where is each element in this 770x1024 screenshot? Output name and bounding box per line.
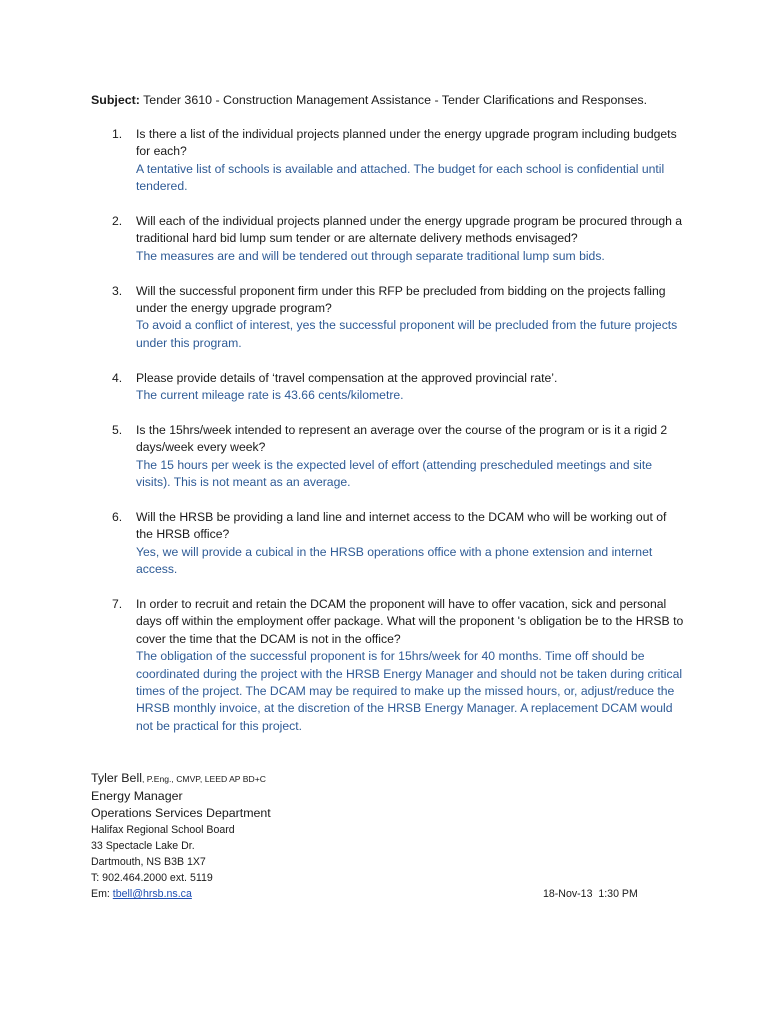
clarification-item xyxy=(0,596,686,735)
date-stamp: 18-Nov-13 1:30 PM xyxy=(543,888,638,900)
signature-name-line xyxy=(91,770,651,788)
signer-name: Tyler Bell xyxy=(91,771,142,785)
email-label: Em: xyxy=(91,888,113,900)
clarification-item xyxy=(0,126,686,196)
question-text: Will each of the individual projects planned under the energy upgrade program be procured through a traditional hard bid lump sum tender or are alternate delivery methods envisaged? xyxy=(136,214,683,246)
address-line-2: Dartmouth, NS B3B 1X7 xyxy=(91,856,206,868)
item-number: 1. xyxy=(112,127,123,141)
answer-text: To avoid a conflict of interest, yes the successful proponent will be precluded from the future projects under this program. xyxy=(136,318,678,350)
item-number: 2. xyxy=(112,214,123,229)
question-text: In order to recruit and retain the DCAM the proponent will have to offer vacation, sick and personal days off within the employment offer package. What will the proponent 's obligation be to the HRSB to cover the time that the DCAM is not in the office? xyxy=(136,596,684,646)
signer-credentials: , P.Eng., CMVP, LEED AP BD+C xyxy=(141,774,266,784)
signer-organization: Halifax Regional School Board xyxy=(91,824,235,836)
answer-text: The obligation of the successful proponent is for 15hrs/week for 40 months. Time off should be coordinated during the project with the HRSB Energy Manager and should not be taken during critical times of the project. The DCAM may be required to make up the missed hours, or, adjust/reduce the HRSB monthly invoice, at the discretion of the HRSB Energy Manager. A replacement DCAM would not be practical for this project. xyxy=(136,649,683,733)
clarification-item xyxy=(0,213,686,265)
clarification-item xyxy=(0,509,686,579)
answer-text: The measures are and will be tendered out through separate traditional lump sum bids. xyxy=(136,248,605,263)
question-text: Is there a list of the individual projects planned under the energy upgrade program including budgets for each? xyxy=(136,127,677,159)
item-number: 4. xyxy=(112,370,123,385)
clarification-item xyxy=(0,422,686,492)
signature-block xyxy=(91,770,651,902)
subject-text: Tender 3610 - Construction Management Assistance - Tender Clarifications and Responses. xyxy=(143,93,648,107)
clarification-item xyxy=(0,370,686,405)
question-text: Please provide details of ‘travel compensation at the approved provincial rate’. xyxy=(136,370,558,385)
phone-number: T: 902.464.2000 ext. 5119 xyxy=(91,872,213,884)
question-text: Will the HRSB be providing a land line and internet access to the DCAM who will be working out of the HRSB office? xyxy=(136,509,667,542)
subject-line xyxy=(91,92,647,109)
item-number: 3. xyxy=(112,283,123,298)
item-number: 7. xyxy=(112,596,123,611)
answer-text: The 15 hours per week is the expected level of effort (attending prescheduled meetings and site visits). This is not meant as an average. xyxy=(136,457,653,490)
item-number: 5. xyxy=(112,422,123,437)
clarification-item xyxy=(0,283,686,353)
answer-text: A tentative list of schools is available and attached. The budget for each school is confidential until tendered. xyxy=(136,161,665,194)
item-number: 6. xyxy=(112,509,123,524)
subject-label: Subject: xyxy=(91,93,140,107)
answer-text: Yes, we will provide a cubical in the HRSB operations office with a phone extension and internet access. xyxy=(136,544,653,577)
signer-title: Energy Manager xyxy=(91,789,183,803)
email-link[interactable]: tbell@hrsb.ns.ca xyxy=(112,888,192,900)
question-text: Is the 15hrs/week intended to represent an average over the course of the program or is it a rigid 2 days/week every week? xyxy=(136,422,668,455)
question-text: Will the successful proponent firm under this RFP be precluded from bidding on the projects falling under the energy upgrade program? xyxy=(136,283,666,316)
clarification-list xyxy=(0,126,770,753)
address-line-1: 33 Spectacle Lake Dr. xyxy=(91,840,195,852)
signer-department: Operations Services Department xyxy=(91,806,271,820)
answer-text: The current mileage rate is 43.66 cents/kilometre. xyxy=(136,388,404,403)
